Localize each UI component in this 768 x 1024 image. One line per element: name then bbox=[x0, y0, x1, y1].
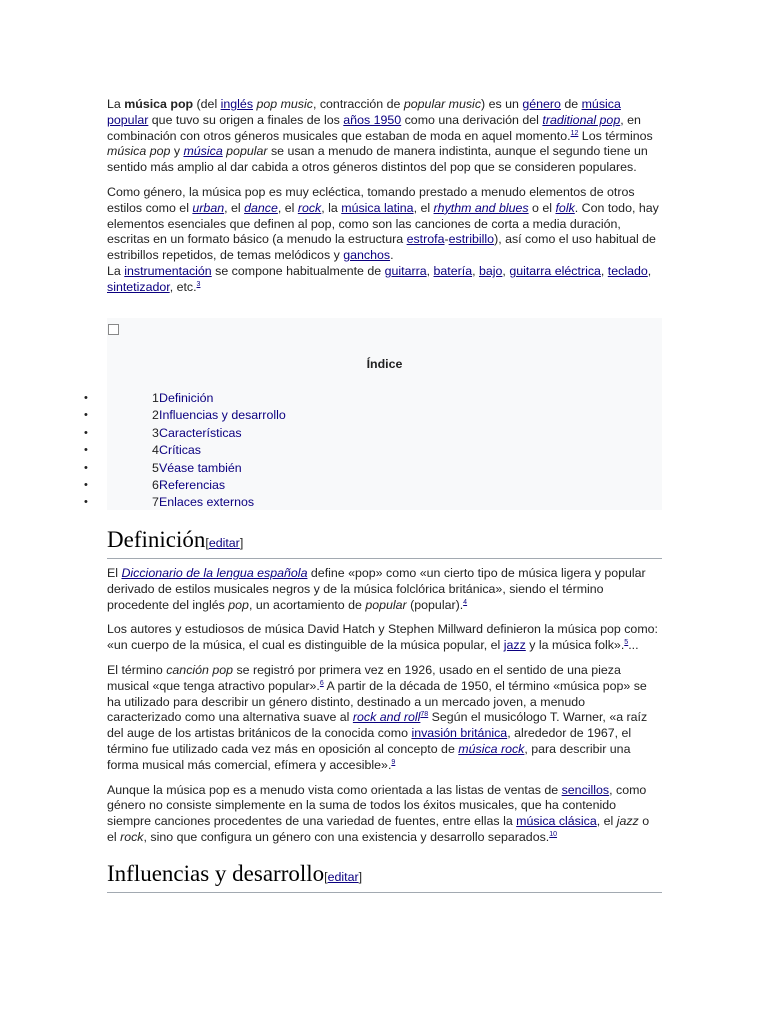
bullet-icon: • bbox=[84, 392, 88, 404]
edit-link[interactable]: editar bbox=[208, 536, 240, 550]
link-musica-latina[interactable]: música latina bbox=[341, 200, 414, 215]
ref-5[interactable]: 5 bbox=[624, 639, 629, 647]
link-invasion-britanica[interactable]: invasión británica bbox=[411, 726, 508, 741]
toc-link-vease-tambien[interactable]: Véase también bbox=[159, 460, 242, 475]
link-guitarra-electrica[interactable]: guitarra eléctrica bbox=[509, 263, 601, 278]
ref-10[interactable]: 10 bbox=[549, 830, 558, 838]
link-rock-and-roll[interactable]: rock and roll bbox=[352, 710, 421, 725]
bullet-icon: • bbox=[84, 461, 88, 474]
link-estribillo[interactable]: estribillo bbox=[448, 232, 495, 247]
ref-4[interactable]: 4 bbox=[463, 598, 468, 606]
section-heading-influencias: Influencias y desarrollo[editar] bbox=[107, 860, 662, 893]
toc-toggle-checkbox[interactable] bbox=[108, 324, 119, 335]
link-bajo[interactable]: bajo bbox=[478, 263, 503, 278]
section-heading-definicion: Definición[editar] bbox=[107, 526, 662, 559]
link-estrofa[interactable]: estrofa bbox=[406, 232, 445, 247]
toc-link-influencias[interactable]: Influencias y desarrollo bbox=[159, 408, 286, 423]
toc-link-definicion[interactable]: Definición bbox=[159, 391, 214, 405]
edit-link[interactable]: editar bbox=[327, 869, 359, 884]
link-folk[interactable]: folk bbox=[555, 200, 575, 215]
link-anos-1950[interactable]: años 1950 bbox=[343, 112, 402, 127]
bullet-icon: • bbox=[84, 478, 88, 491]
link-ingles[interactable]: inglés bbox=[220, 97, 254, 111]
definicion-paragraph-4: Aunque la música pop es a menudo vista como orientada a las listas de ventas de sencillos, como género no consiste simplemente en la suma de todos los éxitos musicales, que ha contenido siempre canciones procedentes de una variedad de fuentes, entre ellas la música clásica, el jazz o el rock, sino que configura un género con una existencia y desarrollo separados.$^{10}$ bbox=[107, 782, 650, 844]
intro-paragraph-2: Como género, la música pop es muy ecléctica, tomando prestado a menudo elementos de otros estilos como el urban, el dance, el rock, la música latina, el rhythm and blues o el folk. Con todo, hay elementos esenciales que definen al pop, como son las canciones de corta a media duración, escritas en un formato básico (a menudo la estructura estrofa-estribillo), así como el uso habitual de estribillos repetidos, de temas melódicos y ganchos. La instrumentación se compone habitualmente de guitarra, batería, bajo, guitarra eléctrica, teclado, sintetizador, etc.$^3$ bbox=[107, 184, 659, 294]
toc-link-caracteristicas[interactable]: Características bbox=[159, 425, 242, 440]
link-ganchos[interactable]: ganchos bbox=[343, 248, 391, 263]
link-sintetizador[interactable]: sintetizador bbox=[107, 279, 170, 294]
link-traditional-pop[interactable]: traditional pop bbox=[542, 112, 621, 127]
ref-9[interactable]: 9 bbox=[391, 758, 396, 766]
link-dance[interactable]: dance bbox=[244, 200, 278, 215]
definicion-paragraph-1: El Diccionario de la lengua española define «pop» como «un cierto tipo de música ligera y popular derivado de estilos musicales negros y de la música folclórica británica», siendo el término procedente del inglés pop, un acortamiento de popular (popular).$^4$ bbox=[107, 566, 646, 612]
ref-78[interactable]: 78 bbox=[420, 711, 429, 719]
link-bateria[interactable]: batería bbox=[433, 263, 473, 278]
link-teclado[interactable]: teclado bbox=[607, 263, 648, 278]
bullet-icon: • bbox=[84, 409, 88, 422]
bullet-icon: • bbox=[84, 426, 88, 439]
bullet-icon: • bbox=[84, 444, 88, 457]
section-definicion bbox=[107, 526, 662, 893]
link-musica-rock[interactable]: música rock bbox=[458, 741, 525, 756]
article-intro bbox=[107, 97, 662, 305]
link-musica-popular[interactable]: música popular bbox=[107, 97, 621, 127]
definicion-paragraph-3: El término canción pop se registró por primera vez en 1926, usado en el sentido de una pieza musical «que tenga atractivo popular».$^6$ A partir de la década de 1950, el término «música pop» se ha utilizado para describir un género distinto, destinado a un mercado joven, a menudo caracterizado como una alternativa suave al rock and roll$^{78}$ Según el musicólogo T. Warner, «a raíz del auge de los artistas británicos de la conocida como invasión británica, alrededor de 1967, el término fue utilizado cada vez más en oposición al concepto de música rock, para describir una forma musical más comercial, efímera y accesible».$^9$ bbox=[107, 662, 648, 772]
link-jazz[interactable]: jazz bbox=[503, 638, 526, 653]
toc-link-criticas[interactable]: Críticas bbox=[159, 443, 201, 458]
link-musica-clasica[interactable]: música clásica bbox=[516, 814, 597, 829]
toc-title: Índice bbox=[366, 357, 403, 371]
link-genero[interactable]: género bbox=[522, 97, 561, 111]
link-rock[interactable]: rock bbox=[297, 200, 322, 215]
link-diccionario[interactable]: Diccionario de la lengua española bbox=[121, 566, 308, 580]
toc-link-referencias[interactable]: Referencias bbox=[159, 477, 226, 492]
link-guitarra[interactable]: guitarra bbox=[384, 263, 427, 278]
link-instrumentacion[interactable]: instrumentación bbox=[124, 263, 212, 278]
toc-link-enlaces-externos[interactable]: Enlaces externos bbox=[159, 495, 255, 510]
intro-paragraph-1: La música pop (del inglés pop music, contracción de popular music) es un género de música popular que tuvo su origen a finales de los años 1950 como una derivación del traditional pop, en combinación con otros géneros musicales que estaban de moda en aquel momento.$^{12}$ Los términos música pop y música popular se usan a menudo de manera indistinta, aunque el segundo tiene un sentido más amplio al dar cabida a otros géneros distintos del pop que se consideren populares. bbox=[107, 97, 653, 175]
ref-12[interactable]: 12 bbox=[570, 129, 579, 137]
ref-6[interactable]: 6 bbox=[319, 679, 324, 687]
link-rhythm-and-blues[interactable]: rhythm and blues bbox=[433, 200, 529, 215]
ref-3[interactable]: 3 bbox=[196, 280, 201, 288]
table-of-contents: Índice • 1 Definición • 2 Influencias y desarrollo • 3 Características • 4 Críticas • 5 Véase también • 6 Referencias • 7 Enlaces externos bbox=[107, 318, 662, 510]
bullet-icon: • bbox=[84, 496, 88, 509]
link-sencillos[interactable]: sencillos bbox=[561, 782, 610, 797]
link-musica[interactable]: música bbox=[183, 144, 223, 159]
definicion-paragraph-2: Los autores y estudiosos de música David Hatch y Stephen Millward definieron la música pop como: «un cuerpo de la música, el cual es distinguible de la música popular, el jazz y la música folk».$^5$... bbox=[107, 622, 658, 653]
link-urban[interactable]: urban bbox=[192, 200, 225, 215]
